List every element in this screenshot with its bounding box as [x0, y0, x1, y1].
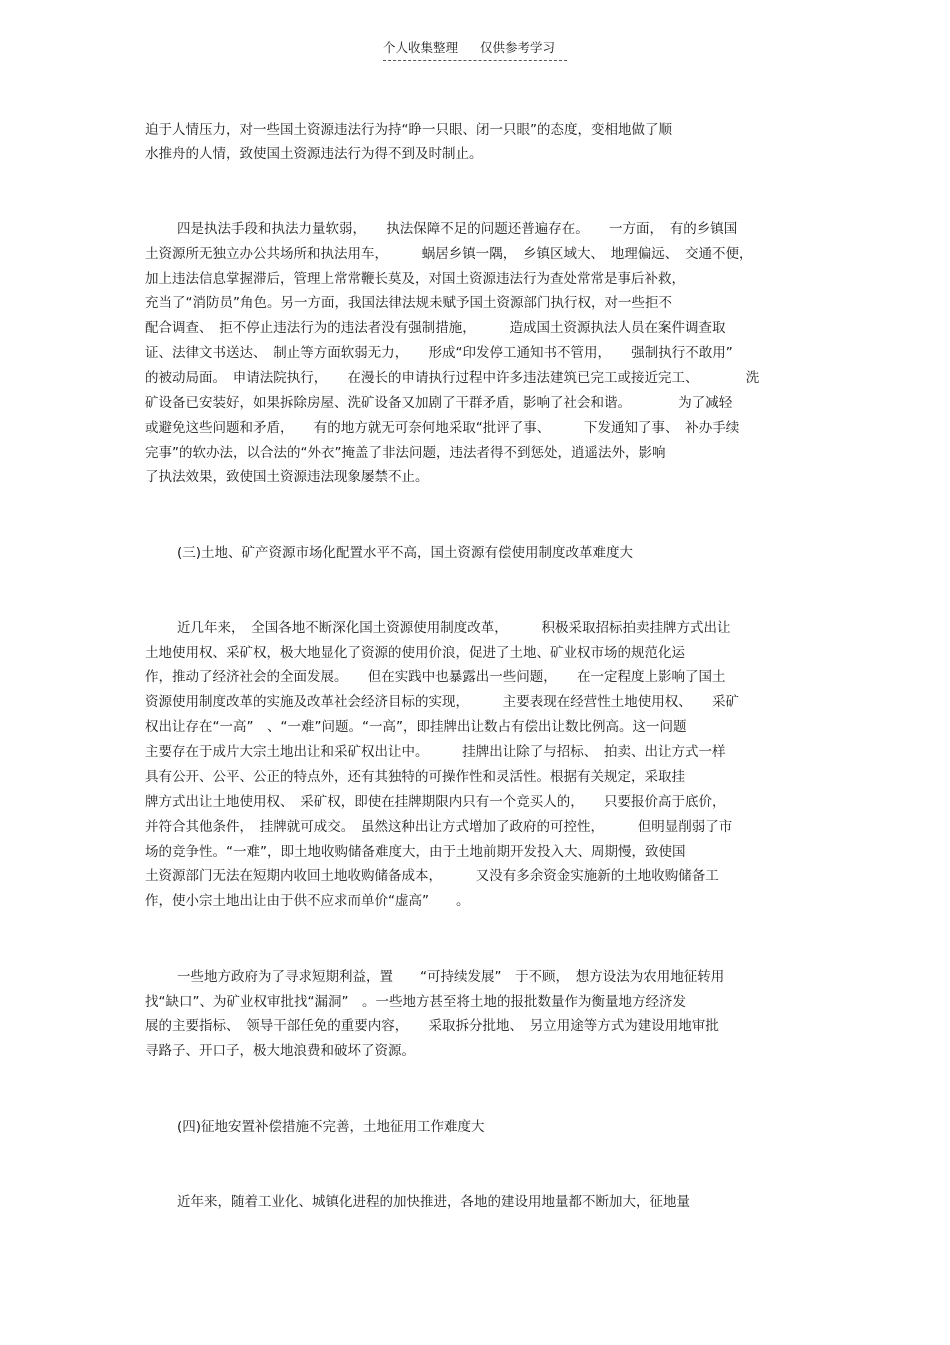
header-right-text: 仅供参考学习 — [480, 40, 556, 55]
paragraph-first-line: 近年来，随着工业化、城镇化进程的加快推进，各地的建设用地量都不断加大，征地量 — [177, 1194, 690, 1210]
paragraph-first-line: 近几年来， 全国各地不断深化国土资源使用制度改革， 积极采取招标拍卖挂牌方式出让 — [177, 620, 731, 636]
text-line: 充当了“消防员”角色。另一方面，我国法律法规未赋予国土资源部门执行权，对一些拒不 — [145, 295, 672, 311]
text-line: 并符合其他条件， 挂牌就可成交。 虽然这种出让方式增加了政府的可控性， 但明显削弱了市 — [145, 819, 733, 835]
text-line: 权出让存在“一高” 、“一难”问题。“一高”，即挂牌出让数占有偿出让数比例高。这一问题 — [145, 719, 687, 735]
text-line: 场的竞争性。“一难”，即土地收购储备难度大，由于土地前期开发投入大、周期慢，致使国 — [145, 844, 686, 860]
text-line: 土资源所无独立办公共场所和执法用车， 蜗居乡镇一隅， 乡镇区域大、 地理偏远、 交通不便， — [145, 246, 753, 262]
text-line: 作，推动了经济社会的全面发展。 但在实践中也暴露出一些问题， 在一定程度上影响了国土 — [145, 669, 726, 685]
text-line: 的被动局面。 申请法院执行， 在漫长的申请执行过程中许多违法建筑已完工或接近完工、 洗 — [145, 370, 760, 386]
header-left-text: 个人收集整理 — [383, 40, 459, 55]
text-line: 水推舟的人情，致使国土资源违法行为得不到及时制止。 — [145, 146, 483, 162]
text-line: 或避免这些问题和矛盾， 有的地方就无可奈何地采取“批评了事、 下发通知了事、 补办手续 — [145, 420, 740, 436]
section-heading-4: (四)征地安置补偿措施不完善，土地征用工作难度大 — [177, 1119, 485, 1135]
text-line: 牌方式出让土地使用权、 采矿权，即使在挂牌期限内只有一个竞买人的， 只要报价高于底价， — [145, 794, 726, 810]
text-line: 主要存在于成片大宗土地出让和采矿权出让中。 挂牌出让除了与招标、 拍卖、出让方式一样 — [145, 744, 726, 760]
text-line: 了执法效果，致使国土资源违法现象屡禁不止。 — [145, 469, 429, 485]
text-line: 作，使小宗土地出让由于供不应求而单价“虚高” 。 — [145, 893, 470, 909]
text-line: 完事”的软办法，以合法的“外衣”掩盖了非法问题，违法者得不到惩处，逍遥法外，影响 — [145, 445, 666, 461]
text-line: 具有公开、公平、公正的特点外，还有其独特的可操作性和灵活性。根据有关规定，采取挂 — [145, 769, 685, 785]
page-header — [383, 38, 567, 61]
text-line: 迫于人情压力，对一些国土资源违法行为持“睁一只眼、闭一只眼”的态度，变相地做了顺 — [145, 122, 672, 138]
text-line: 配合调查、 拒不停止违法行为的违法者没有强制措施， 造成国土资源执法人员在案件调查取 — [145, 320, 726, 336]
text-line: 展的主要指标、 领导干部任免的重要内容， 采取拆分批地、 另立用途等方式为建设用地审批 — [145, 1018, 719, 1034]
text-line: 土地使用权、采矿权，极大地显化了资源的使用价浪，促进了土地、矿业权市场的规范化运 — [145, 645, 685, 661]
text-line: 矿设备已安装好，如果拆除房屋、洗矿设备又加剧了干群矛盾，影响了社会和谐。 为了减轻 — [145, 395, 733, 411]
paragraph-first-line: 四是执法手段和执法力量软弱， 执法保障不足的问题还普遍存在。 一方面， 有的乡镇国 — [177, 221, 738, 237]
text-line: 证、法律文书送达、 制止等方面软弱无力， 形成“印发停工通知书不管用， 强制执行不敢用” — [145, 345, 733, 361]
section-heading-3: (三)土地、矿产资源市场化配置水平不高，国土资源有偿使用制度改革难度大 — [177, 545, 634, 561]
paragraph-first-line: 一些地方政府为了寻求短期利益，置 “可持续发展” 于不顾， 想方设法为农用地征转用 — [177, 969, 725, 985]
text-line: 加上违法信息掌握滞后，管理上常常鞭长莫及，对国土资源违法行为查处常常是事后补救， — [145, 271, 685, 287]
text-line: 找“缺口”、为矿业权审批找“漏洞” 。一些地方甚至将土地的报批数量作为衡量地方经济发 — [145, 994, 686, 1010]
text-line: 寻路子、开口子，极大地浪费和破坏了资源。 — [145, 1043, 415, 1059]
text-line: 土资源部门无法在短期内收回土地收购储备成本， 又没有多余资金实施新的土地收购储备工 — [145, 868, 719, 884]
text-line: 资源使用制度改革的实施及改革社会经济目标的实现， 主要表现在经营性土地使用权、 采矿 — [145, 694, 739, 710]
